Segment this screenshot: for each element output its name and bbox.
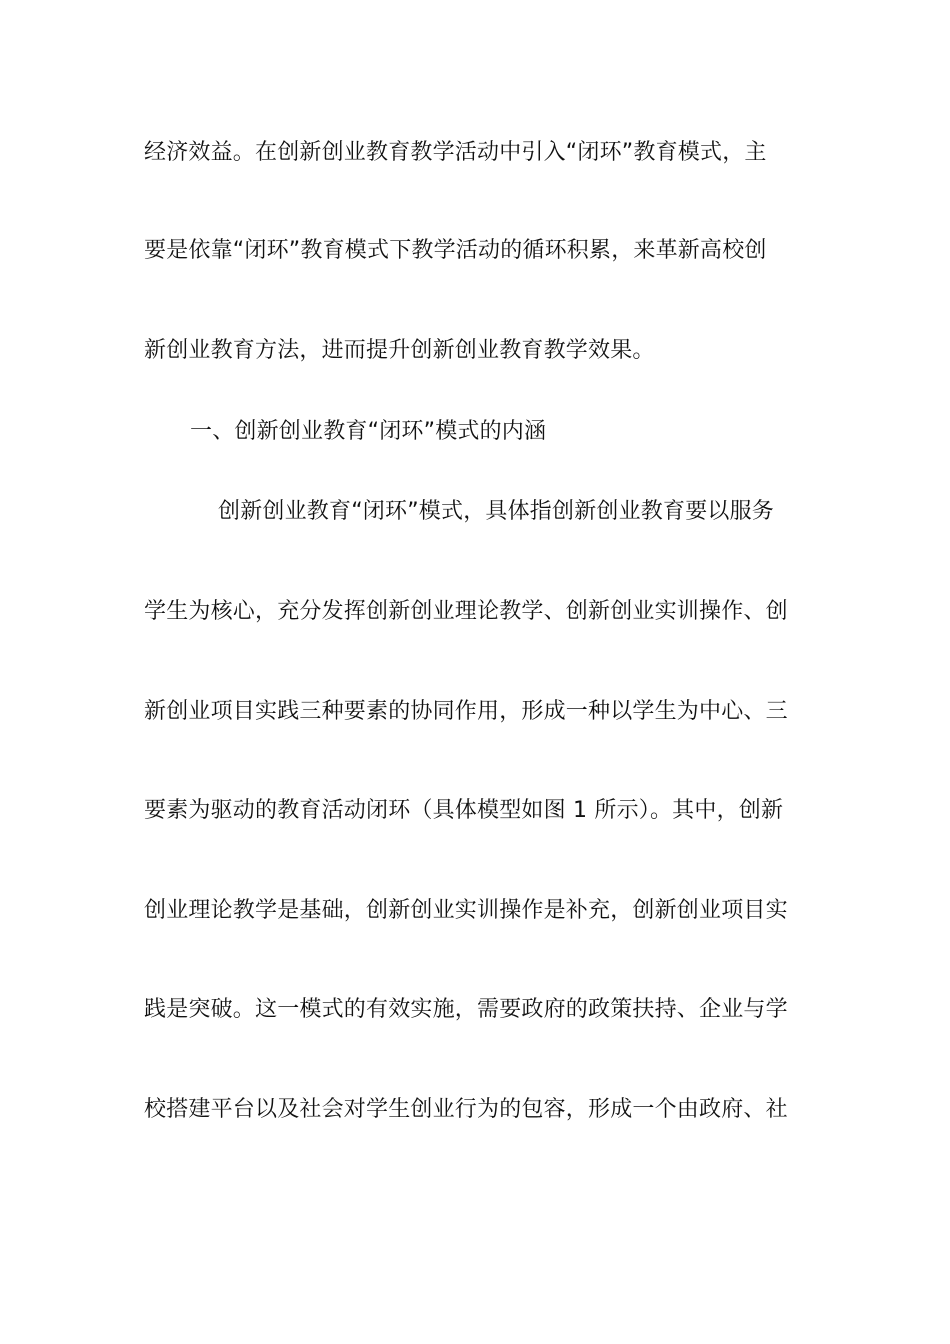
paragraph-line-6: 新创业项目实践三种要素的协同作用，形成一种以学生为中心、三 — [144, 699, 788, 724]
paragraph-line-10: 校搭建平台以及社会对学生创业行为的包容，形成一个由政府、社 — [144, 1097, 788, 1122]
paragraph-line-8: 创业理论教学是基础，创新创业实训操作是补充，创新创业项目实 — [144, 898, 788, 923]
section-heading: 一、创新创业教育“闭环”模式的内涵 — [190, 419, 547, 444]
paragraph-line-5: 学生为核心，充分发挥创新创业理论教学、创新创业实训操作、创 — [144, 599, 788, 624]
paragraph-line-7: 要素为驱动的教育活动闭环（具体模型如图 1 所示）。其中，创新 — [144, 798, 784, 823]
paragraph-line-4: 创新创业教育“闭环”模式，具体指创新创业教育要以服务 — [218, 499, 774, 524]
paragraph-line-1: 经济效益。在创新创业教育教学活动中引入“闭环”教育模式，主 — [144, 140, 767, 165]
paragraph-line-2: 要是依靠“闭环”教育模式下教学活动的循环积累，来革新高校创 — [144, 238, 767, 263]
paragraph-line-3: 新创业教育方法，进而提升创新创业教育教学效果。 — [144, 338, 655, 363]
paragraph-line-9: 践是突破。这一模式的有效实施，需要政府的政策扶持、企业与学 — [144, 997, 788, 1022]
